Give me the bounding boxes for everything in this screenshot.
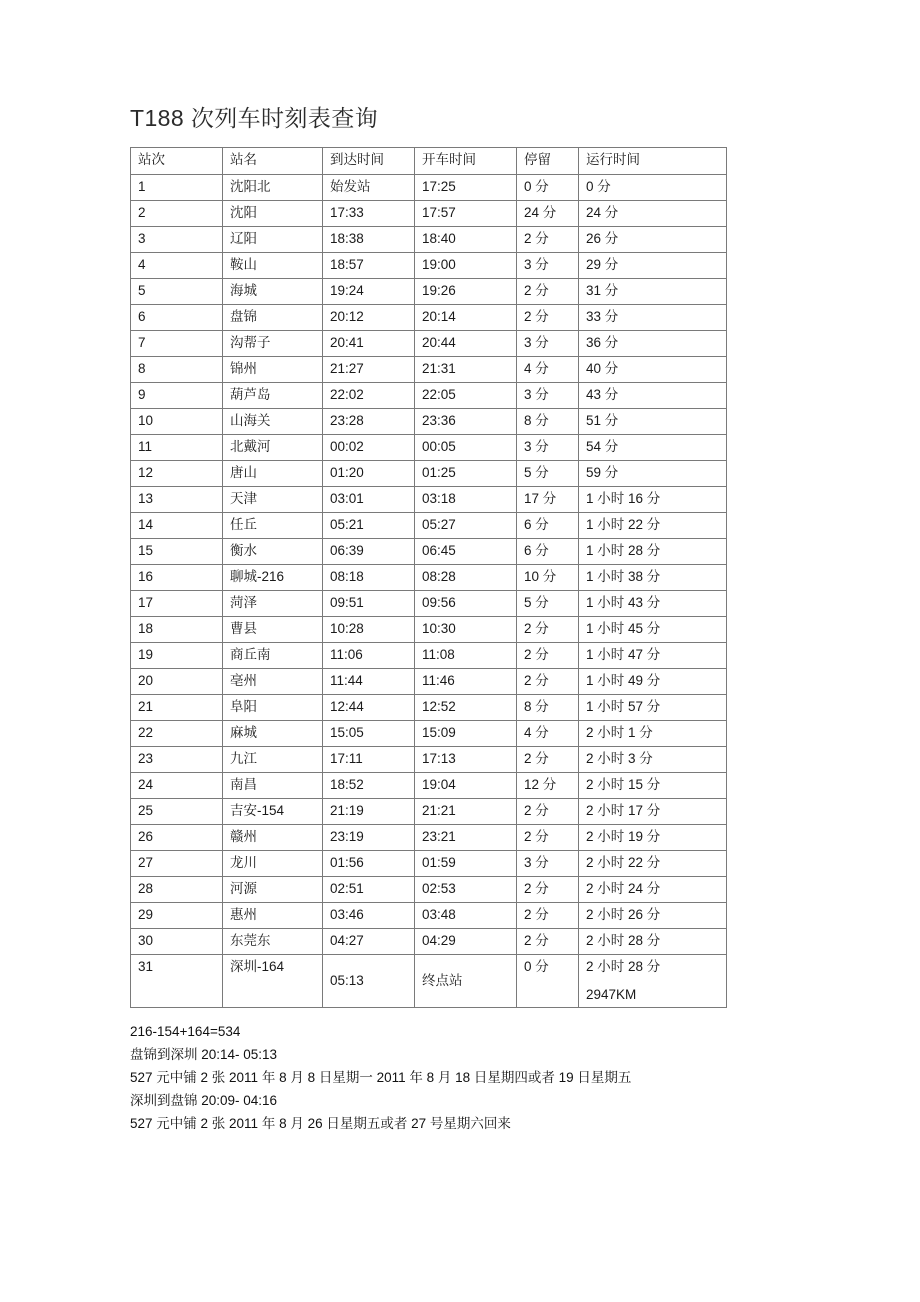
table-row [131,460,727,486]
table-row [131,590,727,616]
cell-station-name: 九江 [223,746,323,772]
cell-stop-duration: 17 分 [517,486,579,512]
cell-run-time: 1 小时 45 分 [579,616,727,642]
table-row [131,538,727,564]
cell-departure-time: 04:29 [415,928,517,954]
cell-station-index: 21 [131,694,223,720]
cell-departure-time: 03:48 [415,902,517,928]
cell-run-time: 1 小时 47 分 [579,642,727,668]
cell-station-index: 22 [131,720,223,746]
cell-station-index: 28 [131,876,223,902]
table-header-row [131,147,727,174]
table-row [131,512,727,538]
cell-station-name: 吉安-154 [223,798,323,824]
table-row [131,408,727,434]
cell-departure-time: 02:53 [415,876,517,902]
cell-stop-duration: 2 分 [517,278,579,304]
cell-station-name: 辽阳 [223,226,323,252]
cell-arrival-time: 22:02 [323,382,415,408]
cell-station-name: 唐山 [223,460,323,486]
cell-station-index: 6 [131,304,223,330]
cell-arrival-time: 17:11 [323,746,415,772]
cell-station-index: 9 [131,382,223,408]
cell-stop-duration: 2 分 [517,616,579,642]
column-header-departure: 开车时间 [415,147,517,174]
cell-station-name: 盘锦 [223,304,323,330]
cell-stop-duration: 2 分 [517,304,579,330]
cell-departure-time: 21:21 [415,798,517,824]
cell-departure-time: 00:05 [415,434,517,460]
table-row [131,824,727,850]
cell-station-index: 25 [131,798,223,824]
run-time-value: 2 小时 28 分 [586,958,661,974]
cell-stop-duration: 10 分 [517,564,579,590]
cell-arrival-time: 23:19 [323,824,415,850]
cell-station-name: 聊城-216 [223,564,323,590]
table-row [131,434,727,460]
cell-run-time: 26 分 [579,226,727,252]
cell-station-name: 惠州 [223,902,323,928]
cell-arrival-time: 20:41 [323,330,415,356]
cell-arrival-time: 00:02 [323,434,415,460]
cell-station-name: 南昌 [223,772,323,798]
table-row [131,174,727,200]
column-header-runtime: 运行时间 [579,147,727,174]
table-row [131,616,727,642]
cell-stop-duration: 3 分 [517,434,579,460]
cell-stop-duration: 12 分 [517,772,579,798]
table-row [131,304,727,330]
cell-departure-time: 17:13 [415,746,517,772]
cell-arrival-time: 05:21 [323,512,415,538]
column-header-arrival: 到达时间 [323,147,415,174]
cell-stop-duration: 8 分 [517,408,579,434]
cell-run-time: 1 小时 49 分 [579,668,727,694]
cell-arrival-time: 23:28 [323,408,415,434]
cell-run-time: 29 分 [579,252,727,278]
cell-station-index: 18 [131,616,223,642]
cell-arrival-time: 08:18 [323,564,415,590]
note-line: 深圳到盘锦 20:09- 04:16 [130,1093,278,1109]
cell-arrival-time: 始发站 [323,174,415,200]
cell-station-name: 麻城 [223,720,323,746]
cell-departure-time: 20:44 [415,330,517,356]
cell-stop-duration: 5 分 [517,590,579,616]
table-row-terminus [131,954,727,1008]
cell-departure-time: 23:36 [415,408,517,434]
cell-stop-duration: 6 分 [517,538,579,564]
cell-arrival-time: 12:44 [323,694,415,720]
cell-station-index: 23 [131,746,223,772]
cell-run-time: 2 小时 15 分 [579,772,727,798]
cell-station-index: 11 [131,434,223,460]
cell-run-time: 2 小时 22 分 [579,850,727,876]
cell-station-index: 24 [131,772,223,798]
note-line: 527 元中铺 2 张 2011 年 8 月 8 日星期一 2011 年 8 月 18 日星期四或者 19 日星期五 [130,1070,632,1086]
cell-station-index: 5 [131,278,223,304]
cell-station-index: 16 [131,564,223,590]
cell-arrival-time: 04:27 [323,928,415,954]
cell-arrival-time: 01:20 [323,460,415,486]
cell-departure-time: 19:00 [415,252,517,278]
cell-arrival-time: 19:24 [323,278,415,304]
cell-departure-time: 23:21 [415,824,517,850]
cell-stop-duration: 8 分 [517,694,579,720]
document-content [130,105,790,1135]
cell-arrival-time: 21:27 [323,356,415,382]
cell-run-time: 2 小时 24 分 [579,876,727,902]
cell-arrival-time: 18:38 [323,226,415,252]
table-body [131,174,727,1008]
cell-station-name: 亳州 [223,668,323,694]
cell-departure-time: 21:31 [415,356,517,382]
cell-station-index: 14 [131,512,223,538]
cell-station-index: 29 [131,902,223,928]
note-line: 盘锦到深圳 20:14- 05:13 [130,1047,278,1063]
cell-station-name: 锦州 [223,356,323,382]
cell-run-time: 51 分 [579,408,727,434]
cell-station-name: 葫芦岛 [223,382,323,408]
table-row [131,902,727,928]
cell-stop-duration: 6 分 [517,512,579,538]
note-line: 216-154+164=534 [130,1024,241,1040]
cell-arrival-time: 06:39 [323,538,415,564]
cell-run-time: 2 小时 3 分 [579,746,727,772]
cell-arrival-time: 18:52 [323,772,415,798]
cell-departure-time: 08:28 [415,564,517,590]
cell-station-index: 26 [131,824,223,850]
cell-station-name: 衡水 [223,538,323,564]
cell-station-name: 河源 [223,876,323,902]
cell-stop-duration: 2 分 [517,902,579,928]
column-header-index: 站次 [131,147,223,174]
cell-run-time: 40 分 [579,356,727,382]
cell-station-name: 深圳-164 [223,954,323,1008]
cell-station-name: 菏泽 [223,590,323,616]
cell-stop-duration: 3 分 [517,850,579,876]
table-row [131,226,727,252]
cell-station-index: 7 [131,330,223,356]
cell-arrival-time: 11:44 [323,668,415,694]
table-row [131,200,727,226]
cell-station-name: 龙川 [223,850,323,876]
cell-run-time: 1 小时 28 分 [579,538,727,564]
cell-departure-time: 11:46 [415,668,517,694]
train-timetable [130,147,727,1009]
cell-station-index: 13 [131,486,223,512]
cell-run-time: 2 小时 28 分 [579,928,727,954]
cell-run-time: 1 小时 38 分 [579,564,727,590]
cell-station-name: 赣州 [223,824,323,850]
cell-station-name: 山海关 [223,408,323,434]
cell-arrival-time: 18:57 [323,252,415,278]
table-row [131,720,727,746]
table-row [131,356,727,382]
cell-stop-duration: 2 分 [517,798,579,824]
cell-departure-time: 01:59 [415,850,517,876]
cell-departure-time: 18:40 [415,226,517,252]
column-header-station: 站名 [223,147,323,174]
cell-station-index: 2 [131,200,223,226]
cell-departure-time: 09:56 [415,590,517,616]
cell-arrival-time: 05:13 [323,954,415,1008]
cell-station-index: 10 [131,408,223,434]
cell-run-time: 1 小时 22 分 [579,512,727,538]
cell-departure-time: 06:45 [415,538,517,564]
cell-run-time: 0 分 [579,174,727,200]
total-distance: 2947KM [586,987,637,1003]
cell-run-time: 1 小时 57 分 [579,694,727,720]
cell-station-index: 3 [131,226,223,252]
cell-arrival-time: 11:06 [323,642,415,668]
cell-departure-time: 11:08 [415,642,517,668]
cell-run-time [579,954,727,1008]
cell-station-name: 沟帮子 [223,330,323,356]
cell-arrival-time: 21:19 [323,798,415,824]
cell-stop-duration: 2 分 [517,642,579,668]
cell-station-name: 东莞东 [223,928,323,954]
cell-station-index: 8 [131,356,223,382]
cell-arrival-time: 15:05 [323,720,415,746]
cell-departure-time: 05:27 [415,512,517,538]
footer-notes [130,1020,790,1135]
cell-station-name: 沈阳北 [223,174,323,200]
cell-station-name: 商丘南 [223,642,323,668]
cell-stop-duration: 2 分 [517,746,579,772]
cell-stop-duration: 2 分 [517,876,579,902]
cell-stop-duration: 2 分 [517,668,579,694]
cell-arrival-time: 03:01 [323,486,415,512]
column-header-stop: 停留 [517,147,579,174]
cell-station-index: 17 [131,590,223,616]
cell-stop-duration: 3 分 [517,252,579,278]
cell-stop-duration: 2 分 [517,226,579,252]
cell-station-name: 海城 [223,278,323,304]
cell-departure-time: 19:04 [415,772,517,798]
cell-arrival-time: 01:56 [323,850,415,876]
table-row [131,668,727,694]
cell-arrival-time: 09:51 [323,590,415,616]
table-row [131,694,727,720]
table-row [131,850,727,876]
cell-station-index: 1 [131,174,223,200]
table-row [131,772,727,798]
cell-station-name: 天津 [223,486,323,512]
table-row [131,642,727,668]
cell-arrival-time: 03:46 [323,902,415,928]
cell-run-time: 1 小时 16 分 [579,486,727,512]
cell-departure-time: 22:05 [415,382,517,408]
table-row [131,278,727,304]
cell-departure-time: 12:52 [415,694,517,720]
cell-departure-time: 17:57 [415,200,517,226]
cell-arrival-time: 20:12 [323,304,415,330]
cell-station-name: 北戴河 [223,434,323,460]
cell-stop-duration: 3 分 [517,382,579,408]
cell-stop-duration: 4 分 [517,720,579,746]
cell-stop-duration: 4 分 [517,356,579,382]
cell-arrival-time: 02:51 [323,876,415,902]
table-row [131,928,727,954]
cell-station-name: 阜阳 [223,694,323,720]
cell-stop-duration: 2 分 [517,928,579,954]
cell-station-index: 27 [131,850,223,876]
table-row [131,486,727,512]
cell-stop-duration: 2 分 [517,824,579,850]
cell-departure-time: 17:25 [415,174,517,200]
cell-run-time: 33 分 [579,304,727,330]
cell-stop-duration: 0 分 [517,174,579,200]
cell-station-index: 31 [131,954,223,1008]
cell-station-index: 12 [131,460,223,486]
cell-run-time: 2 小时 19 分 [579,824,727,850]
cell-station-name: 沈阳 [223,200,323,226]
cell-departure-time: 终点站 [415,954,517,1008]
cell-departure-time: 20:14 [415,304,517,330]
cell-station-index: 30 [131,928,223,954]
cell-station-index: 20 [131,668,223,694]
cell-run-time: 59 分 [579,460,727,486]
cell-station-name: 任丘 [223,512,323,538]
cell-station-name: 曹县 [223,616,323,642]
cell-run-time: 2 小时 17 分 [579,798,727,824]
cell-stop-duration: 3 分 [517,330,579,356]
table-row [131,746,727,772]
cell-run-time: 43 分 [579,382,727,408]
table-row [131,252,727,278]
cell-run-time: 36 分 [579,330,727,356]
table-row [131,382,727,408]
table-row [131,564,727,590]
cell-departure-time: 10:30 [415,616,517,642]
cell-run-time: 2 小时 26 分 [579,902,727,928]
table-row [131,798,727,824]
cell-run-time: 31 分 [579,278,727,304]
cell-stop-duration: 0 分 [517,954,579,1008]
cell-run-time: 2 小时 1 分 [579,720,727,746]
cell-run-time: 1 小时 43 分 [579,590,727,616]
table-header [131,147,727,174]
cell-departure-time: 03:18 [415,486,517,512]
page-title: T188 次列车时刻表查询 [130,105,379,131]
cell-arrival-time: 10:28 [323,616,415,642]
cell-station-index: 19 [131,642,223,668]
note-line: 527 元中铺 2 张 2011 年 8 月 26 日星期五或者 27 号星期六回来 [130,1116,511,1132]
cell-arrival-time: 17:33 [323,200,415,226]
cell-departure-time: 01:25 [415,460,517,486]
cell-station-index: 15 [131,538,223,564]
table-row [131,330,727,356]
cell-run-time: 24 分 [579,200,727,226]
table-row [131,876,727,902]
cell-station-index: 4 [131,252,223,278]
cell-departure-time: 15:09 [415,720,517,746]
cell-departure-time: 19:26 [415,278,517,304]
cell-stop-duration: 5 分 [517,460,579,486]
cell-stop-duration: 24 分 [517,200,579,226]
cell-station-name: 鞍山 [223,252,323,278]
cell-run-time: 54 分 [579,434,727,460]
